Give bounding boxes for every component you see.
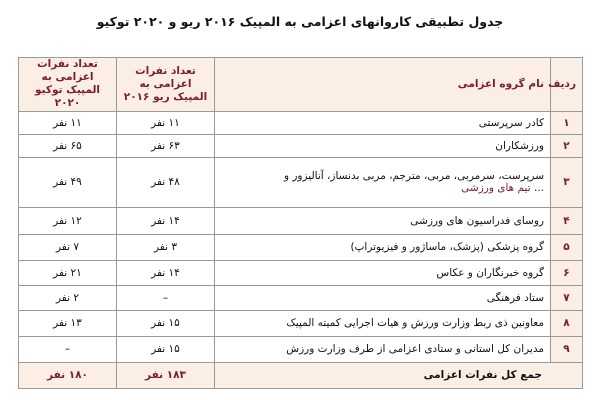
table-row <box>19 310 583 336</box>
row-number: ۲ <box>551 134 583 157</box>
rio-count: ۳ نفر <box>117 234 215 260</box>
comparison-table <box>18 57 583 389</box>
header-row-no: ردیف <box>551 58 583 112</box>
row-number: ۴ <box>551 207 583 234</box>
row-number: ۹ <box>551 336 583 362</box>
table-row <box>19 111 583 134</box>
row-number: ۸ <box>551 310 583 336</box>
group-name <box>215 157 551 207</box>
rio-count: ۴۸ نفر <box>117 157 215 207</box>
tokyo-count: ۱۳ نفر <box>19 310 117 336</box>
group-name: ستاد فرهنگی <box>215 285 551 310</box>
table-row <box>19 207 583 234</box>
rio-count: ۱۵ نفر <box>117 310 215 336</box>
rio-count: – <box>117 285 215 310</box>
tokyo-count: ۱۲ نفر <box>19 207 117 234</box>
total-rio: ۱۸۳ نفر <box>117 362 215 388</box>
row-number: ۱ <box>551 111 583 134</box>
group-name: ورزشکاران <box>215 134 551 157</box>
group-name-line2-prefix: ... <box>530 182 544 194</box>
table-row <box>19 234 583 260</box>
row-number: ۵ <box>551 234 583 260</box>
row-number: ۷ <box>551 285 583 310</box>
tokyo-count: ۷ نفر <box>19 234 117 260</box>
table-row <box>19 157 583 207</box>
row-number: ۳ <box>551 157 583 207</box>
header-tokyo: تعداد نفرات اعزامی به المپیک توکیو ۲۰۲۰ <box>19 58 117 112</box>
total-label: جمع کل نفرات اعزامی <box>215 362 583 388</box>
group-name: روسای فدراسیون های ورزشی <box>215 207 551 234</box>
total-row <box>19 362 583 388</box>
total-tokyo: ۱۸۰ نفر <box>19 362 117 388</box>
tokyo-count: ۴۹ نفر <box>19 157 117 207</box>
group-name-highlight: تیم های ورزشی <box>461 182 531 194</box>
group-name: گروه پزشکی (پزشک، ماساژور و فیزیوتراپ) <box>215 234 551 260</box>
row-number: ۶ <box>551 260 583 285</box>
rio-count: ۱۵ نفر <box>117 336 215 362</box>
tokyo-count: – <box>19 336 117 362</box>
table-row <box>19 134 583 157</box>
rio-count: ۱۱ نفر <box>117 111 215 134</box>
header-rio: تعداد نفرات اعزامی به المپیک ریو ۲۰۱۶ <box>117 58 215 112</box>
tokyo-count: ۲ نفر <box>19 285 117 310</box>
group-name-line2 <box>221 182 544 194</box>
group-name: گروه خبرنگاران و عکاس <box>215 260 551 285</box>
page-title: جدول تطبیقی کاروانهای اعزامی به المپیک ۲۰۱۶ ریو و ۲۰۲۰ توکیو <box>96 14 504 29</box>
table-row <box>19 285 583 310</box>
header-group: نام گروه اعزامی <box>215 58 551 112</box>
rio-count: ۱۴ نفر <box>117 207 215 234</box>
tokyo-count: ۶۵ نفر <box>19 134 117 157</box>
tokyo-count: ۱۱ نفر <box>19 111 117 134</box>
header-row <box>19 58 583 112</box>
tokyo-count: ۲۱ نفر <box>19 260 117 285</box>
group-name: مدیران کل استانی و ستادی اعزامی از طرف وزارت ورزش <box>215 336 551 362</box>
table-row <box>19 260 583 285</box>
rio-count: ۱۴ نفر <box>117 260 215 285</box>
group-name-line1: سرپرست، سرمربی، مربی، مترجم، مربی بدنساز، آنالیزور و <box>283 170 544 182</box>
group-name: معاونین ذی ربط وزارت ورزش و هیات اجرایی کمیته المپیک <box>215 310 551 336</box>
rio-count: ۶۳ نفر <box>117 134 215 157</box>
group-name: کادر سرپرستی <box>215 111 551 134</box>
table-row <box>19 336 583 362</box>
